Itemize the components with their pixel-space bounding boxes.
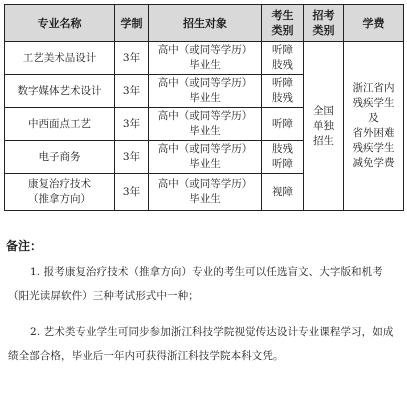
target-line: 毕业生 <box>189 193 221 205</box>
cell-major: 电子商务 <box>5 141 115 174</box>
category-line: 肢残 <box>272 143 293 155</box>
cell-years: 3年 <box>115 174 149 211</box>
cell-years: 3年 <box>115 42 149 75</box>
target-line: 毕业生 <box>189 125 221 137</box>
exam-type-line: 单独 <box>313 119 334 132</box>
header-years: 学制 <box>115 5 149 42</box>
cell-target <box>149 108 262 141</box>
cell-category <box>262 42 304 75</box>
cell-category <box>262 75 304 108</box>
category-line: 肢残 <box>272 59 293 71</box>
table-row <box>5 42 404 75</box>
cell-target <box>149 141 262 174</box>
category-line: 听障 <box>272 158 293 170</box>
target-line: 高中（或同等学历） <box>157 143 253 155</box>
cell-target <box>149 75 262 108</box>
major-line: 康复治疗技术 <box>28 178 91 190</box>
category-line: 听障 <box>272 117 293 130</box>
cell-category <box>262 141 304 174</box>
header-tuition: 学费 <box>344 5 404 42</box>
target-line: 高中（或同等学历） <box>157 110 253 122</box>
category-line: 听障 <box>272 44 293 56</box>
tuition-line: 及 <box>368 112 379 124</box>
header-category <box>262 5 304 42</box>
target-line: 毕业生 <box>189 92 221 104</box>
header-target: 招生对象 <box>149 5 262 42</box>
header-exam-type-line: 类别 <box>312 24 335 37</box>
table-header-row <box>5 5 404 42</box>
header-exam-type-line: 招考 <box>312 9 335 22</box>
exam-type-line: 全国 <box>313 104 334 117</box>
cell-category <box>262 174 304 211</box>
cell-exam-type-merged <box>304 42 344 211</box>
cell-target <box>149 42 262 75</box>
tuition-line: 残疾学生 <box>352 97 395 109</box>
target-line: 毕业生 <box>189 158 221 170</box>
cell-major: 中西面点工艺 <box>5 108 115 141</box>
major-line: （推拿方向） <box>28 193 91 205</box>
cell-years: 3年 <box>115 75 149 108</box>
header-exam-type <box>304 5 344 42</box>
cell-major: 数字媒体艺术设计 <box>5 75 115 108</box>
note-item: 1. 报考康复治疗技术（推拿方向）专业的考生可以任选盲文、大字版和机考（阳光读屏软件）三种考试形式中一种； <box>8 266 383 302</box>
target-line: 高中（或同等学历） <box>157 77 253 89</box>
category-line: 视障 <box>272 185 293 198</box>
cell-years: 3年 <box>115 141 149 174</box>
cell-tuition-merged <box>344 42 404 211</box>
cell-target <box>149 174 262 211</box>
notes-title: 备注： <box>6 239 43 253</box>
target-line: 高中（或同等学历） <box>157 178 253 190</box>
target-line: 毕业生 <box>189 59 221 71</box>
cell-major <box>5 174 115 211</box>
header-major: 专业名称 <box>5 5 115 42</box>
tuition-line: 浙江省内 <box>352 82 395 94</box>
tuition-line: 残疾学生 <box>352 142 395 154</box>
category-line: 肢残 <box>272 92 293 104</box>
header-category-line: 考生 <box>271 9 294 22</box>
note-item: 2. 艺术类专业学生可同步参加浙江科技学院视觉传达设计专业课程学习，如成绩全部合格，毕业后一年内可获得浙江科技学院本科文凭。 <box>8 326 394 362</box>
header-category-line: 类别 <box>271 24 294 37</box>
target-line: 高中（或同等学历） <box>157 44 253 56</box>
category-line: 听障 <box>272 77 293 89</box>
cell-category <box>262 108 304 141</box>
cell-years: 3年 <box>115 108 149 141</box>
majors-table <box>4 4 404 211</box>
exam-type-line: 招生 <box>313 134 334 147</box>
cell-major: 工艺美术品设计 <box>5 42 115 75</box>
tuition-line: 省外困难 <box>352 127 395 139</box>
tuition-line: 减免学费 <box>352 157 395 169</box>
